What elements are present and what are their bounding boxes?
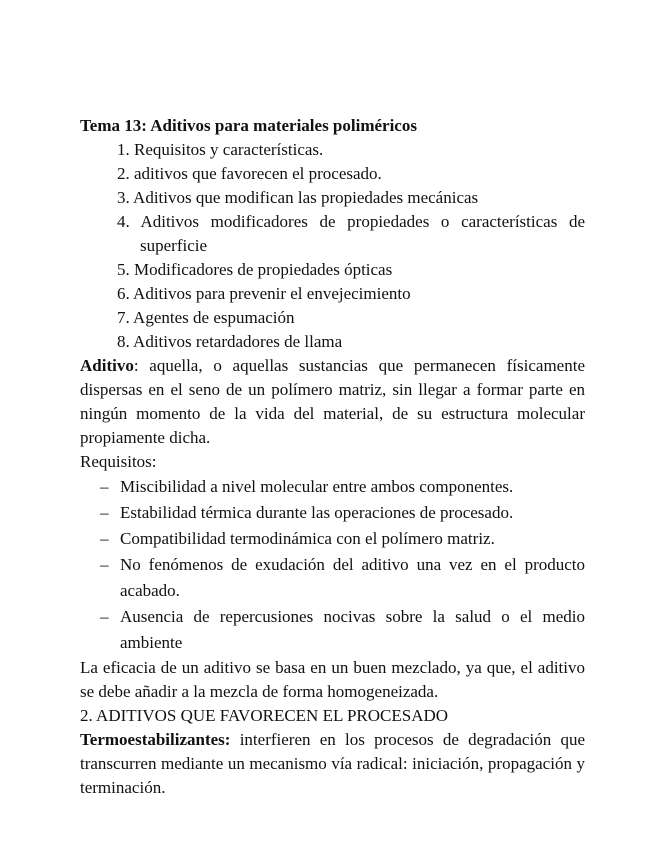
thermostabilizers-text: interfieren en los procesos de degradación que transcurren mediante un mecanismo vía radical: iniciación, propagación y terminación. — [80, 730, 585, 797]
requirement-text: Ausencia de repercusiones nocivas sobre la salud o el medio ambiente — [120, 607, 585, 652]
list-item — [100, 604, 585, 656]
toc-item: 4. Aditivos modificadores de propiedades o características de superficie — [117, 212, 585, 255]
list-item — [100, 552, 585, 604]
document-body — [80, 114, 585, 800]
definition-term: Aditivo — [80, 356, 134, 375]
bullet-dash: – — [100, 529, 109, 548]
document-title: Tema 13: Aditivos para materiales poliméricos — [80, 116, 417, 135]
efficacy-paragraph: La eficacia de un aditivo se basa en un buen mezclado, ya que, el aditivo se debe añadir a la mezcla de forma homogeneizada. — [80, 658, 585, 701]
thermostabilizers-paragraph — [80, 728, 585, 800]
toc-item: 6. Aditivos para prevenir el envejecimiento — [117, 284, 411, 303]
toc-item: 7. Agentes de espumación — [117, 308, 295, 327]
list-item — [100, 500, 585, 526]
toc-item: 2. aditivos que favorecen el procesado. — [117, 164, 382, 183]
requirement-text: Compatibilidad termodinámica con el polímero matriz. — [120, 529, 495, 548]
toc-item: 8. Aditivos retardadores de llama — [117, 332, 343, 351]
list-item — [100, 526, 585, 552]
toc-item: 5. Modificadores de propiedades ópticas — [117, 260, 393, 279]
bullet-dash: – — [100, 607, 109, 626]
definition-paragraph — [80, 354, 585, 450]
requirement-text: No fenómenos de exudación del aditivo una vez en el producto acabado. — [120, 555, 585, 600]
toc-item: 3. Aditivos que modifican las propiedades mecánicas — [117, 188, 479, 207]
toc-item: 1. Requisitos y características. — [117, 140, 324, 159]
requirements-heading: Requisitos: — [80, 452, 157, 471]
requirement-text: Miscibilidad a nivel molecular entre ambos componentes. — [120, 477, 514, 496]
thermostabilizers-term: Termoestabilizantes: — [80, 730, 231, 749]
section-heading: 2. ADITIVOS QUE FAVORECEN EL PROCESADO — [80, 706, 449, 725]
requirement-text: Estabilidad térmica durante las operaciones de procesado. — [120, 503, 514, 522]
bullet-dash: – — [100, 555, 109, 574]
table-of-contents — [80, 138, 585, 354]
bullet-dash: – — [100, 503, 109, 522]
bullet-dash: – — [100, 477, 109, 496]
list-item — [100, 474, 585, 500]
definition-text: : aquella, o aquellas sustancias que permanecen físicamente dispersas en el seno de un polímero matriz, sin llegar a formar parte en ningún momento de la vida del material, de su estructura molecular propiamente dicha. — [80, 356, 585, 447]
requirements-list — [80, 474, 585, 656]
